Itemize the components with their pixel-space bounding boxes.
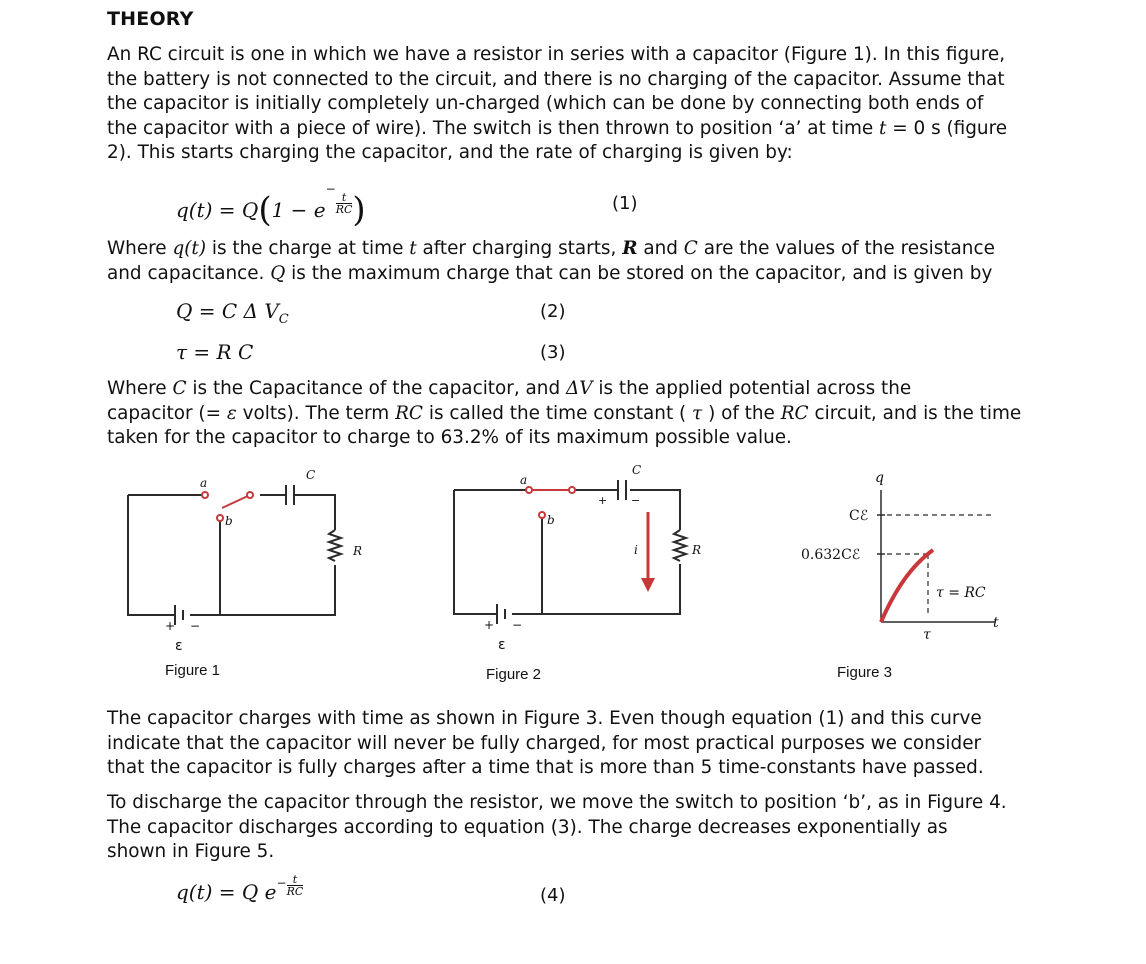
text-line: An RC circuit is one in which we have a resistor in series with a capacitor (Figure 1). In this figure, <box>107 44 1006 65</box>
section-heading: THEORY <box>107 8 194 30</box>
figure-3-caption: Figure 3 <box>837 664 893 681</box>
figure-3-graph <box>795 462 1025 687</box>
label-b: b <box>547 513 555 527</box>
label-minus: − <box>512 618 523 632</box>
text-line: that the capacitor is fully charges after a time that is more than 5 time-constants have passed. <box>107 757 984 779</box>
axis-q-label: q <box>875 470 884 486</box>
figure-1-caption: Figure 1 <box>165 662 221 679</box>
label-cap-minus: − <box>631 494 641 507</box>
label-capacitor: C <box>306 468 316 482</box>
equation-2: Q = C Δ $V_C$ <box>176 299 289 327</box>
text-line: The capacitor charges with time as shown in Figure 3. Even though equation (1) and this curve <box>107 708 982 729</box>
current-arrow <box>641 512 655 592</box>
figure-2-circuit <box>430 462 730 690</box>
equation-1-number: (1) <box>612 193 638 214</box>
label-0632-charge: 0.632Cℰ <box>801 547 861 563</box>
label-tau-equals-rc: τ = RC <box>936 585 986 601</box>
label-emf: ε <box>498 637 506 653</box>
text-line: the capacitor with a piece of wire). The switch is then thrown to position ‘a’ at time t = 0 s (figure <box>107 117 1008 139</box>
equation-4: q(t) = Q e− $\frac{t}{RC}$ <box>176 873 304 904</box>
text-line: the capacitor is initially completely un-charged (which can be done by connecting both ends of <box>107 93 984 115</box>
text-line: capacitor (= ε volts). The term RC is called the time constant ( τ ) of the RC circuit, and is the time <box>107 402 1022 424</box>
equation-2-number: (2) <box>540 301 566 322</box>
equation-4-number: (4) <box>540 885 566 906</box>
label-plus: + <box>165 619 176 633</box>
text-line: Where q(t) is the charge at time t after charging starts, R and C are the values of the resistance <box>107 238 995 259</box>
axis-t-label: t <box>993 615 999 631</box>
equation-3: τ = R C <box>176 340 254 364</box>
paragraph-intro <box>107 43 1067 166</box>
text-line: To discharge the capacitor through the resistor, we move the switch to position ‘b’, as in Figure 4. <box>107 792 1007 813</box>
text-line: taken for the capacitor to charge to 63.2% of its maximum possible value. <box>107 427 792 449</box>
label-emf: ε <box>175 638 183 654</box>
label-capacitor: C <box>632 463 642 477</box>
paragraph-discharging <box>107 791 1067 865</box>
paragraph-time-constant <box>107 377 1067 451</box>
label-plus: + <box>484 618 495 632</box>
text-line: The capacitor discharges according to equation (3). The charge decreases exponentially as <box>107 816 948 838</box>
text-line: and capacitance. Q is the maximum charge that can be stored on the capacitor, and is given by <box>107 262 993 284</box>
label-cap-plus: + <box>598 494 608 507</box>
label-resistor: R <box>692 543 702 557</box>
figure-1-circuit <box>110 465 410 690</box>
charging-curve <box>881 550 933 622</box>
equation-1: q(t) = Q(1 − e− $\frac{t}{RC}$ ) <box>176 182 366 230</box>
text-line: Where C is the Capacitance of the capacitor, and ΔV is the applied potential across the <box>107 378 912 399</box>
label-a: a <box>200 476 208 490</box>
text-line: the battery is not connected to the circuit, and there is no charging of the capacitor. Assume that <box>107 68 1005 90</box>
figure-2-caption: Figure 2 <box>486 666 542 683</box>
text-line: indicate that the capacitor will never be fully charged, for most practical purposes we consider <box>107 732 982 754</box>
label-b: b <box>225 514 233 528</box>
paragraph-charging <box>107 707 1067 781</box>
equation-3-number: (3) <box>540 342 566 363</box>
paragraph-definitions <box>107 237 1067 286</box>
label-current: i <box>634 543 638 557</box>
label-max-charge: Cℰ <box>849 508 869 524</box>
text-line: shown in Figure 5. <box>107 841 275 863</box>
label-a: a <box>520 473 528 487</box>
text-line: 2). This starts charging the capacitor, and the rate of charging is given by: <box>107 142 793 164</box>
label-minus: − <box>190 619 201 633</box>
tick-tau: τ <box>923 627 931 643</box>
label-resistor: R <box>353 544 363 558</box>
